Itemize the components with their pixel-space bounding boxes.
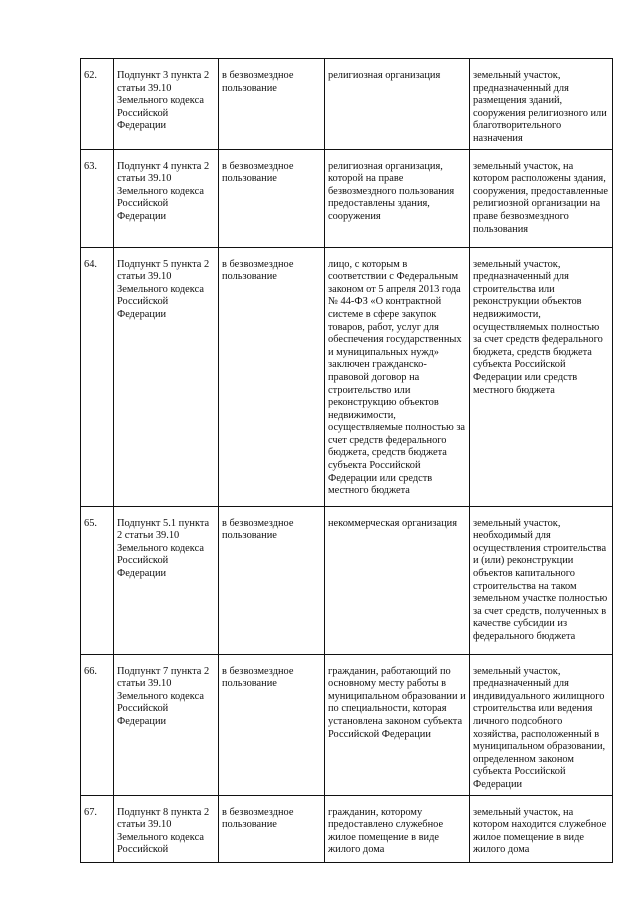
table-row	[81, 506, 613, 654]
land-plot-cell: земельный участок, предназначенный для строительства или реконструкции объектов недвижимости, осуществляемых полностью за счет средств федерального бюджета, средств бюджета субъекта Российской Федерации или средств местного бюджета	[470, 247, 613, 506]
recipient-cell: лицо, с которым в соответствии с Федеральным законом от 5 апреля 2013 года № 44-ФЗ «О контрактной системе в сфере закупок товаров, работ, услуг для обеспечения государственных и муниципальных нужд» заключен гражданско-правовой договор на строительство или реконструкцию объектов недвижимости, осуществляемые полностью за счет средств федерального бюджета, средств бюджета субъекта Российской Федерации или средств местного бюджета	[325, 247, 470, 506]
row-number: 67.	[81, 795, 114, 862]
recipient-cell: гражданин, которому предоставлено служебное жилое помещение в виде жилого дома	[325, 795, 470, 862]
provision-type-cell: в безвозмездное пользование	[219, 149, 325, 247]
land-plot-cell: земельный участок, на котором расположены здания, сооружения, предоставленные религиозной организации на праве безвозмездного пользования	[470, 149, 613, 247]
table-row	[81, 654, 613, 795]
legal-basis-cell: Подпункт 5.1 пункта 2 статьи 39.10 Земельного кодекса Российской Федерации	[114, 506, 219, 654]
legal-basis-cell: Подпункт 8 пункта 2 статьи 39.10 Земельного кодекса Российской	[114, 795, 219, 862]
legal-basis-cell: Подпункт 7 пункта 2 статьи 39.10 Земельного кодекса Российской Федерации	[114, 654, 219, 795]
provision-type-cell: в безвозмездное пользование	[219, 654, 325, 795]
provision-type-cell: в безвозмездное пользование	[219, 506, 325, 654]
land-plot-cell: земельный участок, предназначенный для размещения зданий, сооружения религиозного или благотворительного назначения	[470, 59, 613, 150]
table-row	[81, 149, 613, 247]
row-number: 63.	[81, 149, 114, 247]
legal-basis-cell: Подпункт 4 пункта 2 статьи 39.10 Земельного кодекса Российской Федерации	[114, 149, 219, 247]
provision-type-cell: в безвозмездное пользование	[219, 247, 325, 506]
land-provision-table	[80, 58, 613, 863]
provision-type-cell: в безвозмездное пользование	[219, 59, 325, 150]
row-number: 64.	[81, 247, 114, 506]
land-plot-cell: земельный участок, на котором находится служебное жилое помещение в виде жилого дома	[470, 795, 613, 862]
recipient-cell: религиозная организация	[325, 59, 470, 150]
row-number: 65.	[81, 506, 114, 654]
legal-basis-cell: Подпункт 5 пункта 2 статьи 39.10 Земельного кодекса Российской Федерации	[114, 247, 219, 506]
table-row	[81, 795, 613, 862]
land-plot-cell: земельный участок, предназначенный для индивидуального жилищного строительства или ведения личного подсобного хозяйства, расположенный в муниципальном образовании, определенном законом субъекта Российской Федерации	[470, 654, 613, 795]
recipient-cell: некоммерческая организация	[325, 506, 470, 654]
row-number: 62.	[81, 59, 114, 150]
recipient-cell: религиозная организация, которой на праве безвозмездного пользования предоставлены здания, сооружения	[325, 149, 470, 247]
land-plot-cell: земельный участок, необходимый для осуществления строительства и (или) реконструкции объектов капитального строительства на таком земельном участке полностью за счет средств, полученных в качестве субсидии из федерального бюджета	[470, 506, 613, 654]
row-number: 66.	[81, 654, 114, 795]
legal-basis-cell: Подпункт 3 пункта 2 статьи 39.10 Земельного кодекса Российской Федерации	[114, 59, 219, 150]
table-row	[81, 59, 613, 150]
provision-type-cell: в безвозмездное пользование	[219, 795, 325, 862]
table-row	[81, 247, 613, 506]
recipient-cell: гражданин, работающий по основному месту работы в муниципальном образовании и по специальности, которая установлена законом субъекта Российской Федерации	[325, 654, 470, 795]
